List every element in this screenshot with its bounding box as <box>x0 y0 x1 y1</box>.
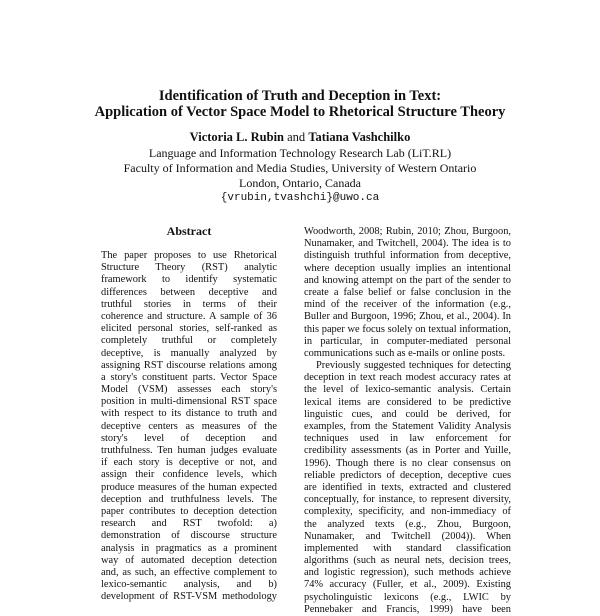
abstract-line: produce measures of the human expected <box>101 481 277 493</box>
body-paragraph-2 <box>304 360 511 616</box>
body-line: Nunamaker, and Twitchell (2004)). When <box>304 530 511 542</box>
body-line: in particular, in computer-mediated personal <box>304 335 511 347</box>
body-line: and logistic regression), such methods achieve <box>304 567 511 579</box>
abstract-heading: Abstract <box>166 224 212 238</box>
author-email: {vrubin,tvashchi}@uwo.ca <box>220 192 380 204</box>
abstract-line: with respect to its distance to truth and <box>101 408 277 420</box>
abstract-line: analysis in pragmatics as a prominent <box>101 542 277 554</box>
abstract-line: deception and truthfulness levels. The <box>101 493 277 505</box>
body-line: examples, from the Statement Validity Analysis <box>304 421 511 432</box>
body-line: distinguish truthful information from deceptive, <box>304 250 511 262</box>
body-line: conceptually, for instance, to represent diversity, <box>304 494 511 506</box>
author-line <box>0 130 600 145</box>
body-line: complexity, specificity, and non-immediacy of <box>304 506 511 518</box>
abstract-line: and, as such, an effective complement to <box>101 566 277 578</box>
body-line: lexical items are considered to be predictive <box>304 396 511 408</box>
body-line: 1996). Though there is no clear consensus on <box>304 457 511 469</box>
abstract-line: framework to identify systematic <box>101 274 277 286</box>
abstract-line: Structure Theory (RST) analytic <box>101 262 277 274</box>
paper-title-line-2: Application of Vector Space Model to Rhetorical Structure Theory <box>94 104 506 120</box>
abstract-line: a story's constituent parts. Vector Space <box>101 371 277 383</box>
body-line: Woodworth, 2008; Rubin, 2010; Zhou, Burgoon, <box>304 226 511 237</box>
body-line: mind of the receiver of the information (e.g., <box>304 299 511 311</box>
abstract-line: position in multi-dimensional RST space <box>101 396 277 408</box>
body-line: the analyzed texts (e.g., Zhou, Burgoon, <box>304 518 511 530</box>
abstract-line: way of automated deception detection <box>101 554 277 566</box>
abstract-line: Model (VSM) assesses each story's <box>101 384 277 396</box>
abstract-line: demonstration of discourse structure <box>101 530 277 542</box>
body-line: psycholinguistic lexicons (e.g., LWIC by <box>304 591 511 603</box>
abstract-line: differences between deceptive and <box>101 286 277 298</box>
body-line: communications such as e-mails or online posts. <box>304 347 506 359</box>
abstract-line: truthfulness. Ten human judges evaluate <box>101 445 277 456</box>
abstract-line: coherence and structure. A sample of 36 <box>101 310 277 322</box>
body-line: linguistic cues, and could be derived, for <box>304 408 511 420</box>
body-line: algorithms (such as neural nets, decision trees, <box>304 555 511 567</box>
body-line: Nunamaker, and Twitchell, 2004). The idea is to <box>304 238 511 250</box>
abstract-line: assigning RST discourse relations among <box>101 359 277 371</box>
body-line: techniques used in law enforcement for <box>304 433 511 445</box>
abstract-line: elicited personal stories, self-ranked as <box>101 323 277 335</box>
abstract-line: deceptive, is manually analyzed by <box>101 347 277 359</box>
body-line: create a false belief or false conclusion in the <box>304 286 511 298</box>
body-line: reliable predictors of deception, deceptive cues <box>304 469 511 481</box>
abstract-line: story's level of deception and <box>101 432 277 444</box>
abstract-line: research and RST twofold: a) <box>101 518 277 530</box>
abstract-line: completely truthful or completely <box>101 335 277 347</box>
body-line: this paper we focus solely on textual information, <box>304 323 511 335</box>
body-line: Previously suggested techniques for detecting <box>316 360 511 372</box>
body-line: Pennebaker and Francis, 1999) have been <box>304 603 511 615</box>
abstract-line: development of RST-VSM methodology <box>101 591 277 603</box>
abstract-line: if each story is deceptive or not, and <box>101 457 277 469</box>
abstract-body <box>101 250 277 603</box>
body-line: deception in text reach modest accuracy rates at <box>304 372 511 384</box>
body-paragraph-1 <box>304 226 511 360</box>
abstract-line: lexico-semantic analysis, and b) <box>101 579 277 591</box>
body-line: the level of lexico-semantic analysis. Certain <box>304 384 511 396</box>
body-line: are identified in texts, extracted and clustered <box>304 481 511 493</box>
abstract-line: deceptive centers as measures of the <box>101 420 277 432</box>
body-line: 74% accuracy (Fuller, et al., 2009). Existing <box>304 579 511 591</box>
author-conjunction: and <box>284 130 309 144</box>
body-column-right <box>304 226 511 616</box>
body-line: credibility assessments (as in Porter and Yuille, <box>304 445 511 457</box>
body-line: where deception usually implies an intentional <box>304 262 511 274</box>
affiliation-lab: Language and Information Technology Research Lab (LiT.RL) <box>148 146 452 160</box>
affiliation-location: London, Ontario, Canada <box>239 176 361 190</box>
abstract-line: The paper proposes to use Rhetorical <box>101 250 277 261</box>
author-2: Tatiana Vashchilko <box>308 130 411 144</box>
author-1: Victoria L. Rubin <box>189 130 284 144</box>
abstract-line: paper contributes to deception detection <box>101 505 277 517</box>
affiliation-faculty: Faculty of Information and Media Studies, University of Western Ontario <box>123 161 477 175</box>
abstract-line: assign their confidence levels, which <box>101 469 277 481</box>
body-line: implemented with standard classification <box>304 542 511 554</box>
abstract-line: truthful stories in terms of their <box>101 298 277 310</box>
body-line: Buller and Burgoon, 1996; Zhou, et al., 2004). In <box>304 311 511 323</box>
body-line: and knowing attempt on the part of the sender to <box>304 274 511 286</box>
paper-title-line-1: Identification of Truth and Deception in Text: <box>158 88 442 104</box>
